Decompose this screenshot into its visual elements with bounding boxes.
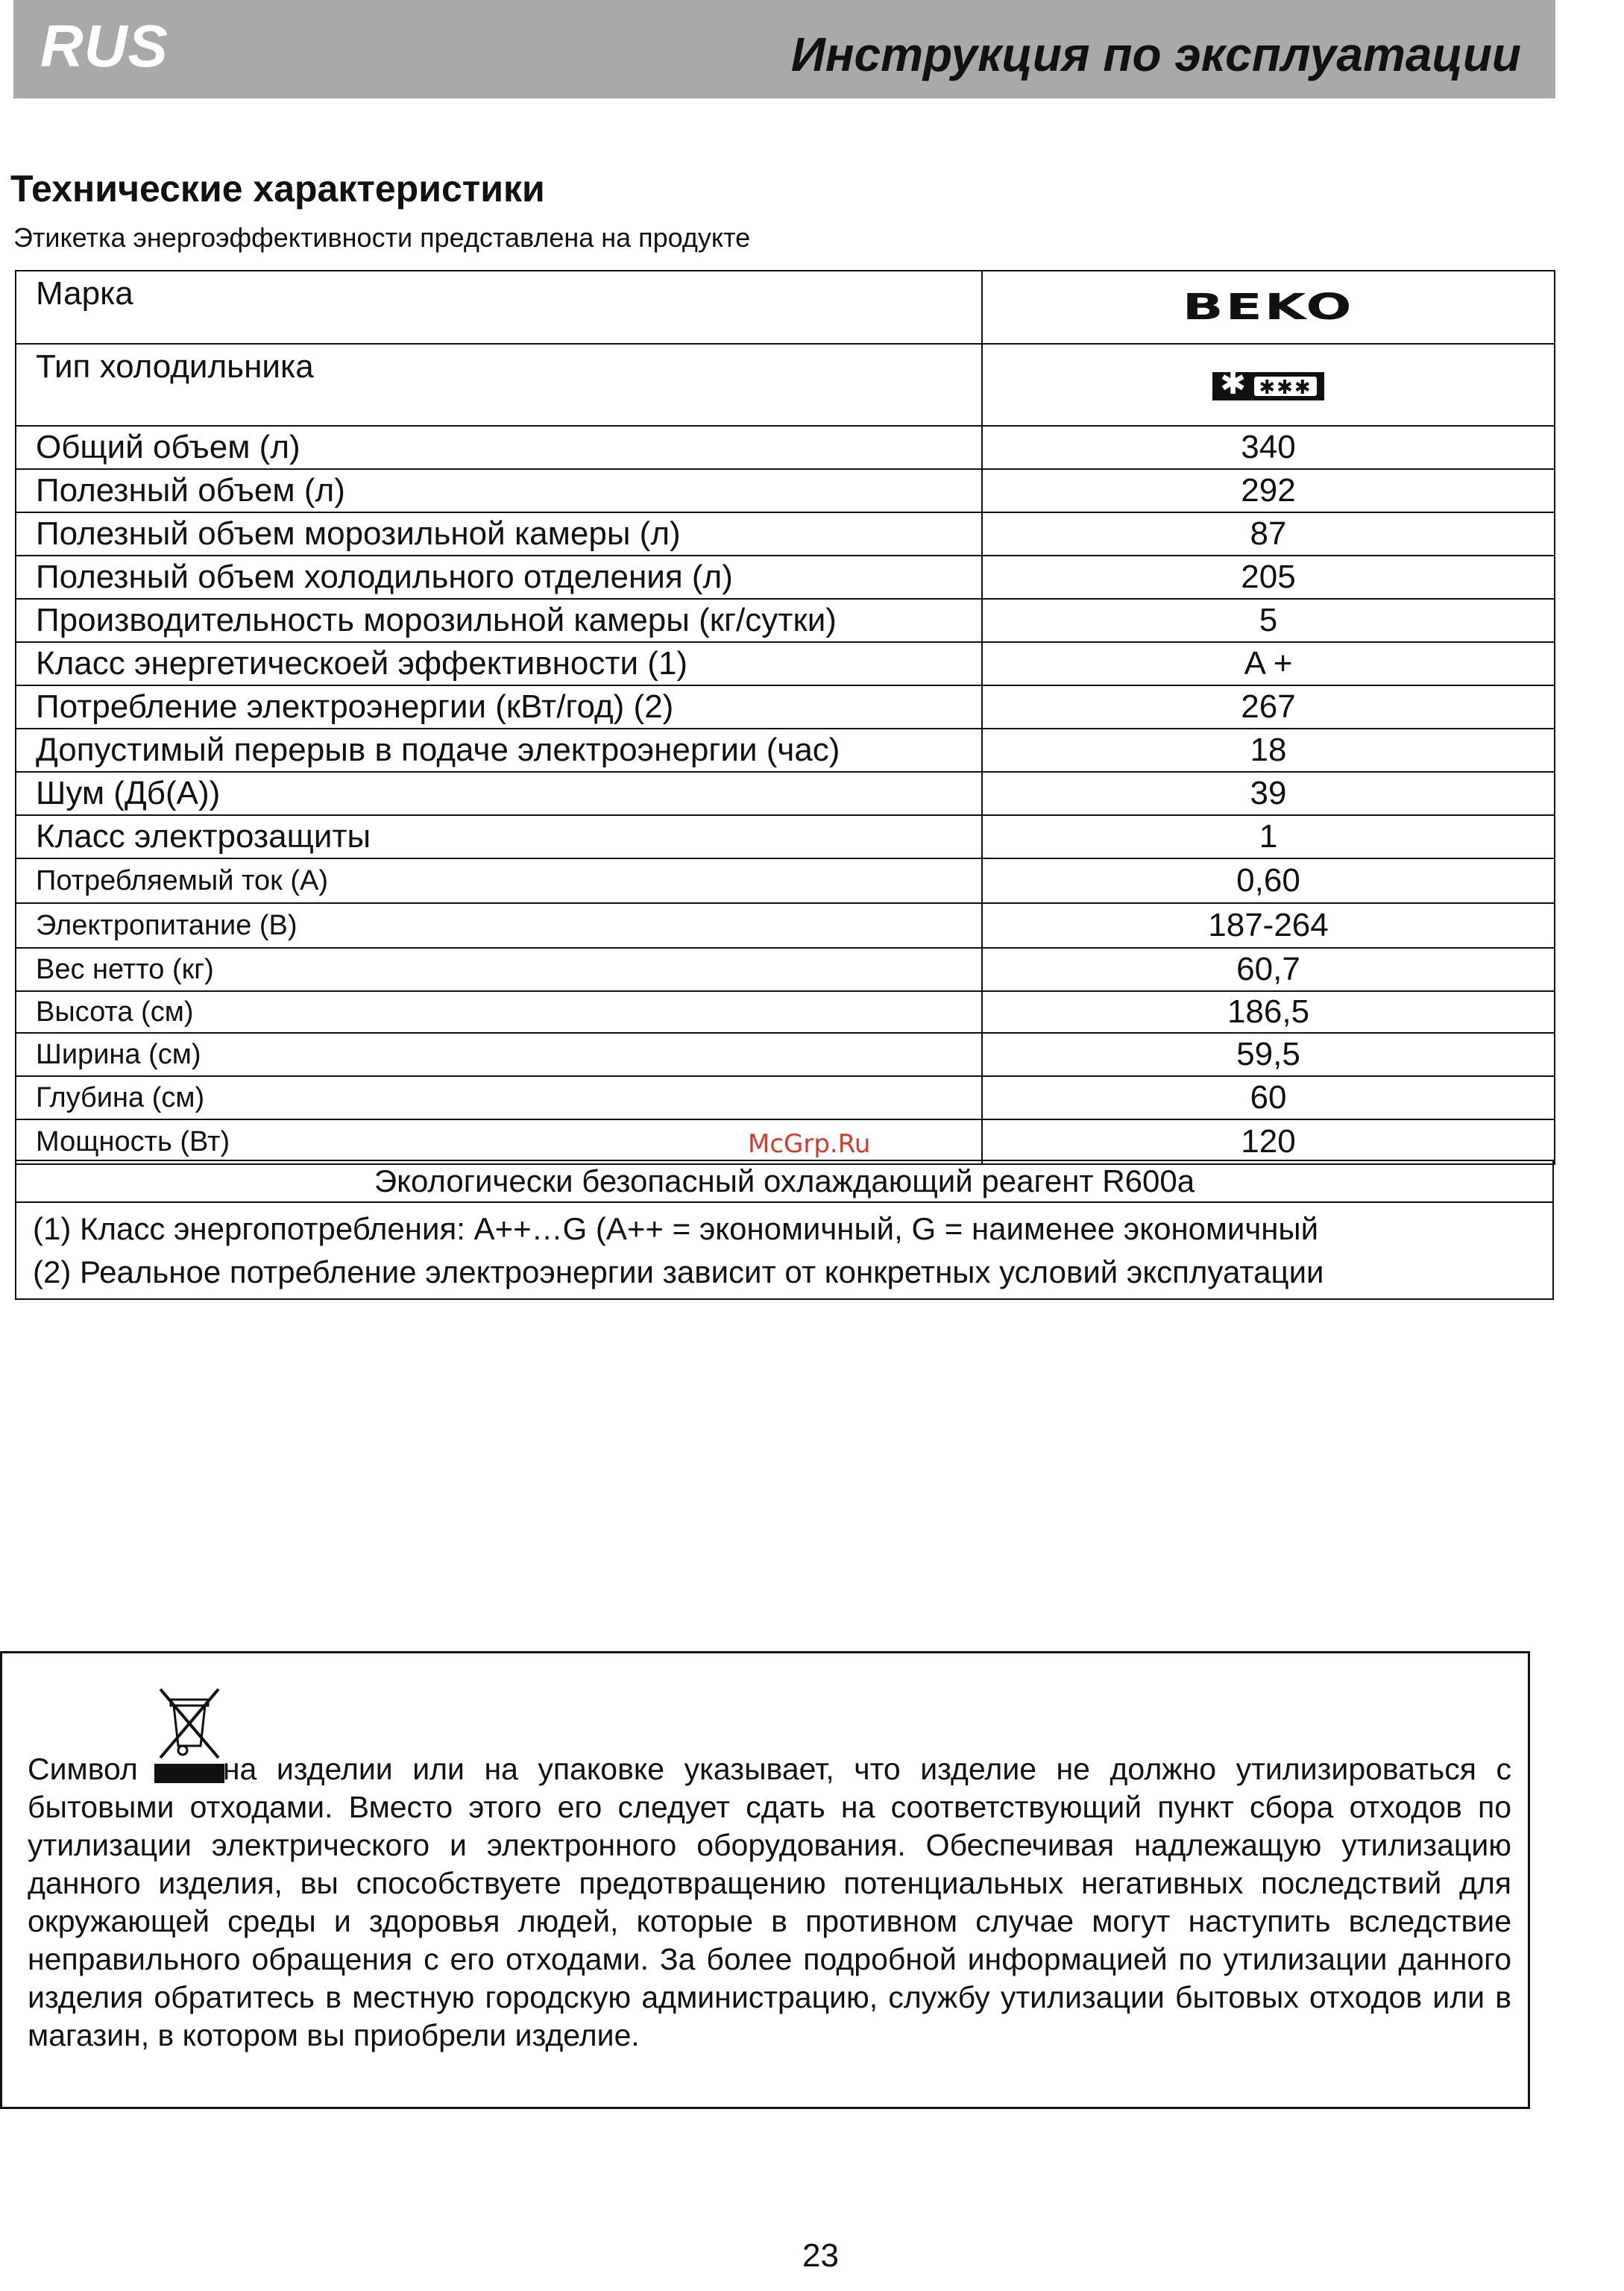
- spec-value: 186,5: [982, 991, 1555, 1033]
- spec-row: [16, 903, 1555, 948]
- spec-label: Потребляемый ток (А): [16, 858, 982, 903]
- spec-value: 120: [982, 1119, 1555, 1164]
- spec-label: Потребление электроэнергии (кВт/год) (2): [16, 685, 982, 729]
- spec-label: Мощность (Вт): [16, 1119, 982, 1164]
- footnote-1: (1) Класс энергопотребления: A++…G (A++ = экономичный, G = наименее экономичный: [33, 1211, 1319, 1246]
- spec-row: [16, 599, 1555, 642]
- spec-notes-table: [15, 1160, 1554, 1300]
- spec-row: [16, 858, 1555, 903]
- watermark: McGrp.Ru: [748, 1129, 871, 1159]
- spec-value: 205: [982, 556, 1555, 599]
- spec-label: Класс энергетическоей эффективности (1): [16, 642, 982, 685]
- freezer-star-rating-icon: ✱ ✱✱✱: [1212, 372, 1324, 400]
- spec-label: Полезный объем морозильной камеры (л): [16, 512, 982, 556]
- language-label: RUS: [40, 13, 169, 79]
- spec-value: 267: [982, 685, 1555, 729]
- recycling-text: Символ на изделии или на упаковке указывает, что изделие не должно утилизироваться с бытовыми отходами. Вместо этого его следует сдать на соответствующий пункт сбора отходов по утилизации электрического и электронного оборудования. Обеспечивая надлежащую утилизацию данного изделия, вы способствуете предотвращению потенциальных негативных последствий для окружающей среды и здоровья людей, которые в противном случае могут наступить вследствие неправильного обращения с его отходами. За более подробной информацией по утилизации данного изделия обратитесь в местную городскую администрацию, службу утилизации бытовых отходов или в магазин, в котором вы приобрели изделие.: [28, 1752, 1511, 2052]
- spec-row: [16, 685, 1555, 729]
- spec-row-type: [16, 344, 1555, 426]
- spec-label: Шум (Дб(А)): [16, 772, 982, 815]
- spec-value: 87: [982, 512, 1555, 556]
- spec-value: 0,60: [982, 858, 1555, 903]
- spec-value: 187-264: [982, 903, 1555, 948]
- spec-row: [16, 642, 1555, 685]
- section-title: Технические характеристики: [10, 168, 545, 210]
- spec-row-brand: [16, 271, 1555, 344]
- spec-label: Ширина (см): [16, 1033, 982, 1076]
- spec-value: 292: [982, 469, 1555, 512]
- spec-label: Марка: [16, 271, 982, 344]
- spec-label: Высота (см): [16, 991, 982, 1033]
- spec-value: 1: [982, 815, 1555, 858]
- spec-row: [16, 556, 1555, 599]
- spec-value: 39: [982, 772, 1555, 815]
- spec-label: Тип холодильника: [16, 344, 982, 426]
- spec-label: Полезный объем (л): [16, 469, 982, 512]
- spec-label: Общий объем (л): [16, 426, 982, 469]
- spec-value: 59,5: [982, 1033, 1555, 1076]
- spec-label: Глубина (см): [16, 1076, 982, 1119]
- brand-logo: [982, 271, 1555, 344]
- spec-value: 18: [982, 729, 1555, 772]
- spec-label: Вес нетто (кг): [16, 948, 982, 991]
- page-number: 23: [802, 2237, 839, 2274]
- spec-row: [16, 1033, 1555, 1076]
- spec-value: 60: [982, 1076, 1555, 1119]
- spec-label: Класс электрозащиты: [16, 815, 982, 858]
- spec-row: [16, 1076, 1555, 1119]
- header-bar: [13, 0, 1555, 98]
- eco-refrigerant-note: Экологически безопасный охлаждающий реагент R600a: [16, 1160, 1553, 1202]
- spec-label: Электропитание (В): [16, 903, 982, 948]
- spec-row: [16, 426, 1555, 469]
- footnote-2: (2) Реальное потребление электроэнергии зависит от конкретных условий эксплуатации: [33, 1254, 1324, 1289]
- manual-title: Инструкция по эксплуатации: [790, 28, 1521, 81]
- spec-value: A +: [982, 642, 1555, 685]
- spec-label: Допустимый перерыв в подаче электроэнергии (час): [16, 729, 982, 772]
- spec-row: [16, 469, 1555, 512]
- recycling-notice: [0, 1651, 1530, 2109]
- spec-row: [16, 991, 1555, 1033]
- spec-value: 60,7: [982, 948, 1555, 991]
- spec-row: [16, 772, 1555, 815]
- spec-table: [15, 270, 1555, 1165]
- spec-row: [16, 948, 1555, 991]
- spec-row: [16, 815, 1555, 858]
- spec-row: [16, 512, 1555, 556]
- spec-row: [16, 729, 1555, 772]
- spec-label: Полезный объем холодильного отделения (л): [16, 556, 982, 599]
- spec-value: 5: [982, 599, 1555, 642]
- spec-label: Производительность морозильной камеры (кг/сутки): [16, 599, 982, 642]
- beko-logo-text: BEKO: [1183, 286, 1354, 328]
- spec-value: 340: [982, 426, 1555, 469]
- section-subtitle: Этикетка энергоэффективности представлена на продукте: [13, 222, 751, 253]
